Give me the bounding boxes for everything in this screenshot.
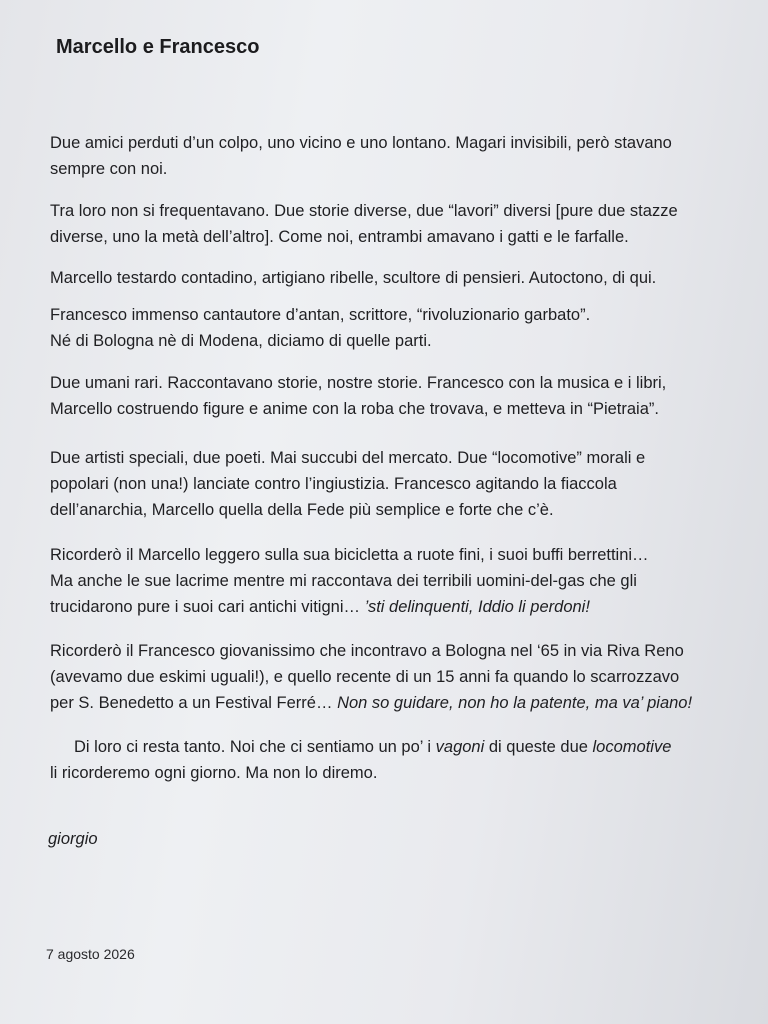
paragraph-line: Francesco immenso cantautore d’antan, scrittore, “rivoluzionario garbato”. <box>50 306 591 324</box>
paragraph-line: (avevamo due eskimi uguali!), e quello recente di un 15 anni fa quando lo scarrozzavo <box>50 668 680 686</box>
paragraph-line: Due amici perduti d’un colpo, uno vicino e uno lontano. Magari invisibili, però stavano <box>50 134 672 152</box>
italic-word: vagoni <box>435 738 485 756</box>
paragraph-text: trucidarono pure i suoi cari antichi vitigni… <box>50 598 365 616</box>
paragraph-line: Marcello testardo contadino, artigiano ribelle, scultore di pensieri. Autoctono, di qui. <box>50 269 657 287</box>
paragraph-line: Marcello costruendo figure e anime con la roba che trovava, e metteva in “Pietraia”. <box>50 400 659 418</box>
paragraph-9 <box>50 734 740 786</box>
signature: giorgio <box>48 830 98 848</box>
italic-quote: ’sti delinquenti, Iddio li perdoni! <box>364 598 590 616</box>
paragraph-line <box>50 594 740 620</box>
paragraph-line: Ricorderò il Marcello leggero sulla sua bicicletta a ruote fini, i suoi buffi berrettini… <box>50 546 649 564</box>
paragraph-line: diverse, uno la metà dell’altro]. Come noi, entrambi amavano i gatti e le farfalle. <box>50 228 629 246</box>
paragraph-line <box>50 690 740 716</box>
paragraph-4 <box>50 302 740 354</box>
paragraph-1 <box>50 130 740 182</box>
paragraph-line: li ricorderemo ogni giorno. Ma non lo diremo. <box>50 764 378 782</box>
italic-word: locomotive <box>592 738 672 756</box>
paragraph-line: Due artisti speciali, due poeti. Mai succubi del mercato. Due “locomotive” morali e <box>50 449 646 467</box>
paragraph-2 <box>50 198 740 250</box>
paragraph-line: Né di Bologna nè di Modena, diciamo di quelle parti. <box>50 332 432 350</box>
paragraph-7 <box>50 542 740 620</box>
paragraph-line: popolari (non una!) lanciate contro l’ingiustizia. Francesco agitando la fiaccola <box>50 475 617 493</box>
italic-quote: Non so guidare, non ho la patente, ma va’ piano! <box>337 694 693 712</box>
paragraph-text: di queste due <box>484 738 593 756</box>
paragraph-line: sempre con noi. <box>50 160 168 178</box>
paragraph-line: dell’anarchia, Marcello quella della Fede più semplice e forte che c’è. <box>50 501 554 519</box>
paragraph-text: Di loro ci resta tanto. Noi che ci sentiamo un po’ i <box>74 738 436 756</box>
letter-title: Marcello e Francesco <box>56 36 260 58</box>
paragraph-line: Ma anche le sue lacrime mentre mi raccontava dei terribili uomini-del-gas che gli <box>50 572 637 590</box>
paragraph-3 <box>50 265 740 291</box>
paragraph-line: Ricorderò il Francesco giovanissimo che incontravo a Bologna nel ‘65 in via Riva Reno <box>50 642 684 660</box>
letter-date: 7 agosto 2026 <box>46 946 135 962</box>
paragraph-line: Tra loro non si frequentavano. Due storie diverse, due “lavori” diversi [pure due stazze <box>50 202 678 220</box>
paragraph-line <box>50 734 740 760</box>
paragraph-text: per S. Benedetto a un Festival Ferré… <box>50 694 338 712</box>
paragraph-5 <box>50 370 740 422</box>
paragraph-8 <box>50 638 740 716</box>
paragraph-line: Due umani rari. Raccontavano storie, nostre storie. Francesco con la musica e i libri, <box>50 374 667 392</box>
paragraph-6 <box>50 445 740 523</box>
